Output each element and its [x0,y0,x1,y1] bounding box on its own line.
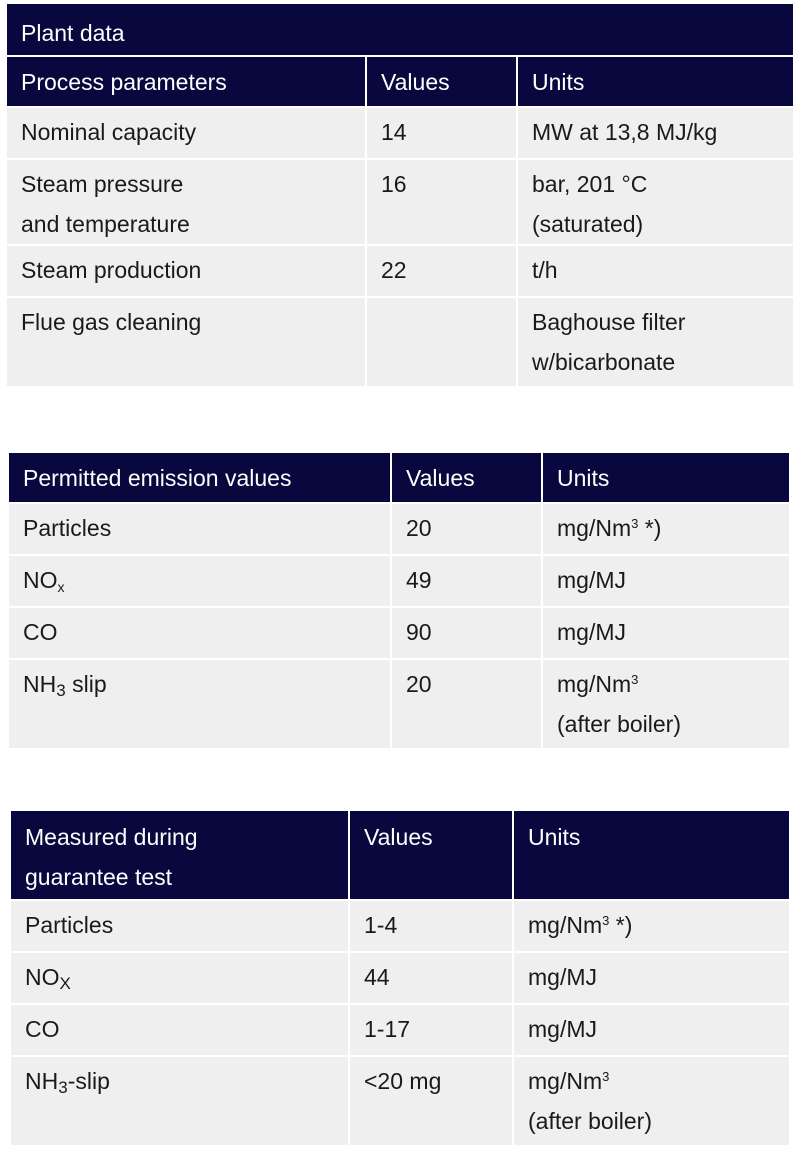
unit-superscript: 3 [631,672,639,687]
row-value: 1-4 [348,899,512,951]
header-measured-during-guarantee-test [11,811,348,899]
unit-text: mg/Nm [557,515,632,541]
param-suffix: slip [65,671,107,697]
row-unit: mg/MJ [541,554,789,606]
row-param: CO [11,1003,348,1055]
row-unit-line2: (after boiler) [557,711,681,737]
table-row [11,1003,789,1055]
row-param: Steam production [7,244,365,296]
table-header-row [9,453,789,502]
header-permitted-emission-values: Permitted emission values [9,453,390,502]
table-row [7,296,793,386]
table-row [9,502,789,554]
row-unit [516,296,793,386]
row-unit: mg/MJ [512,1003,789,1055]
row-value [365,296,516,386]
row-unit-line2: (saturated) [532,211,644,237]
row-value: 1-17 [348,1003,512,1055]
table-header-row [11,811,789,899]
header-units: Units [512,811,789,899]
header-line2: guarantee test [25,864,173,890]
permitted-emissions-table [9,453,789,748]
param-text: NH [25,1068,59,1094]
row-value: 20 [390,502,541,554]
row-unit: t/h [516,244,793,296]
plant-data-table [7,4,793,386]
measured-values-table [11,811,789,1145]
row-unit [512,899,789,951]
unit-superscript: 3 [602,913,610,928]
row-param [9,658,390,748]
plant-data-title: Plant data [7,4,793,55]
unit-text: mg/Nm [528,912,603,938]
row-param: Flue gas cleaning [7,296,365,386]
table-row [9,606,789,658]
table-row [11,899,789,951]
table-row [11,1055,789,1145]
row-unit: mg/MJ [541,606,789,658]
table-row [7,244,793,296]
unit-text: mg/Nm [557,671,632,697]
row-value: <20 mg [348,1055,512,1145]
table-row [9,658,789,748]
row-unit-line1: Baghouse filter [532,309,686,335]
row-value: 49 [390,554,541,606]
row-value: 44 [348,951,512,1003]
row-unit-line2: w/bicarbonate [532,349,676,375]
header-values: Values [390,453,541,502]
row-param [9,554,390,606]
header-values: Values [348,811,512,899]
param-subscript: 3 [58,1078,68,1097]
table-header-row [7,55,793,106]
row-value: 90 [390,606,541,658]
unit-superscript: 3 [631,516,639,531]
param-subscript: x [57,579,65,595]
row-value: 22 [365,244,516,296]
param-subscript: 3 [56,681,66,700]
row-param: Nominal capacity [7,106,365,158]
row-unit: mg/MJ [512,951,789,1003]
header-units: Units [516,55,793,106]
header-line1: Measured during [25,824,198,850]
param-text: NO [23,567,58,593]
row-unit [541,502,789,554]
table-title-row [7,4,793,55]
row-unit-line2: (after boiler) [528,1108,652,1134]
row-param [11,1055,348,1145]
row-unit [541,658,789,748]
row-param-line1: Steam pressure [21,171,184,197]
row-param [11,951,348,1003]
unit-suffix: *) [638,515,662,541]
unit-text: mg/Nm [528,1068,603,1094]
header-values: Values [365,55,516,106]
param-suffix: -slip [67,1068,110,1094]
row-unit [516,158,793,244]
unit-superscript: 3 [602,1069,610,1084]
row-param: Particles [9,502,390,554]
param-text: NH [23,671,57,697]
row-param-line2: and temperature [21,211,190,237]
row-value: 16 [365,158,516,244]
table-row [7,106,793,158]
header-process-parameters: Process parameters [7,55,365,106]
row-unit-line1 [528,1061,775,1101]
header-units: Units [541,453,789,502]
table-row [7,158,793,244]
row-param: Particles [11,899,348,951]
unit-suffix: *) [609,912,633,938]
row-unit: MW at 13,8 MJ/kg [516,106,793,158]
row-value: 20 [390,658,541,748]
row-param [7,158,365,244]
row-unit-line1 [557,664,775,704]
table-row [11,951,789,1003]
row-unit [512,1055,789,1145]
row-param: CO [9,606,390,658]
param-subscript: X [59,974,71,993]
row-unit-line1: bar, 201 °C [532,171,648,197]
row-value: 14 [365,106,516,158]
table-row [9,554,789,606]
param-text: NO [25,964,60,990]
